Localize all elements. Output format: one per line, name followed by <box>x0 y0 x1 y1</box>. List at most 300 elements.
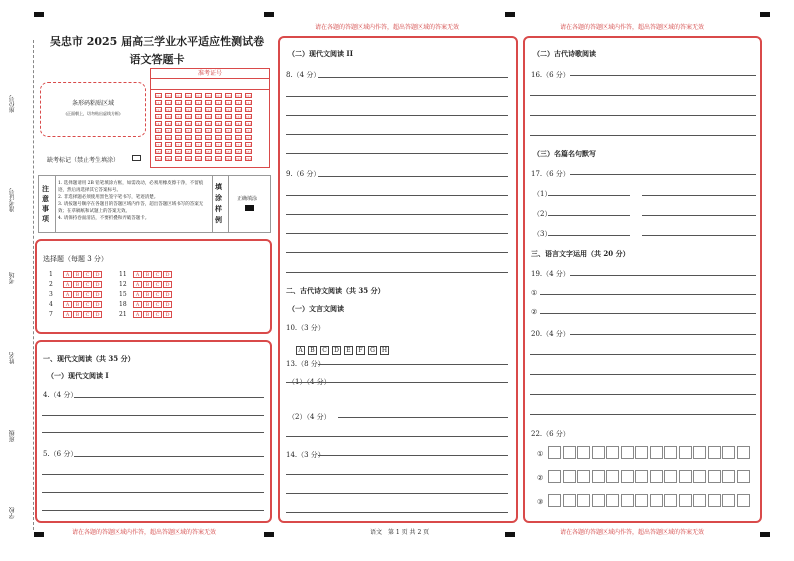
exam-digit-bubble[interactable]: [2] <box>206 108 211 112</box>
exam-digit-bubble[interactable]: [4] <box>166 122 171 126</box>
exam-digit-bubble[interactable]: [0] <box>216 94 221 98</box>
writing-grid-cell[interactable] <box>679 446 692 459</box>
exam-digit-bubble[interactable]: [6] <box>226 136 231 140</box>
choice-option-d[interactable]: D <box>93 301 102 308</box>
choice-number: 11 <box>119 271 127 278</box>
choice-row <box>119 280 173 290</box>
exam-digit-bubble[interactable]: [9] <box>216 157 221 161</box>
exam-digit-bubble[interactable]: [8] <box>246 150 251 154</box>
question-22: 22.（6 分） <box>531 430 570 438</box>
exam-digit-bubble[interactable]: [5] <box>156 129 161 133</box>
answer-line[interactable] <box>530 394 756 395</box>
answer-line[interactable] <box>286 233 508 234</box>
choice-option-b[interactable]: B <box>143 291 152 298</box>
answer-line[interactable] <box>318 77 508 78</box>
writing-grid-cell[interactable] <box>635 470 648 483</box>
q10-option-d[interactable]: D <box>332 346 341 355</box>
writing-grid-cell[interactable] <box>606 446 619 459</box>
answer-line[interactable] <box>318 455 508 456</box>
exam-digit-bubble[interactable]: [8] <box>196 150 201 154</box>
exam-digit-bubble[interactable]: [8] <box>186 150 191 154</box>
writing-grid-cell[interactable] <box>650 494 663 507</box>
writing-grid-cell[interactable] <box>635 446 648 459</box>
choice-option-a[interactable]: A <box>63 301 72 308</box>
page-subtitle: 语文答题卡 <box>129 53 185 66</box>
exam-digit-bubble[interactable]: [0] <box>236 94 241 98</box>
subsection-heading: （一）文言文阅读 <box>288 304 344 313</box>
exam-digit-bubble[interactable]: [2] <box>186 108 191 112</box>
exam-digit-bubble[interactable]: [2] <box>176 108 181 112</box>
question-20: 20.（4 分） <box>531 330 570 338</box>
answer-line[interactable] <box>318 364 508 365</box>
question-10: 10.（3 分） <box>286 324 325 332</box>
answer-line[interactable] <box>286 474 508 475</box>
choice-option-a[interactable]: A <box>133 281 142 288</box>
exam-digit-bubble[interactable]: [6] <box>206 136 211 140</box>
choice-option-d[interactable]: D <box>93 311 102 318</box>
exam-digit-bubble[interactable]: [3] <box>166 115 171 119</box>
choice-option-c[interactable]: C <box>83 311 92 318</box>
choice-option-d[interactable]: D <box>163 301 172 308</box>
registration-mark <box>505 532 515 537</box>
registration-mark <box>34 532 44 537</box>
exam-digit-bubble[interactable]: [9] <box>206 157 211 161</box>
writing-grid-cell[interactable] <box>592 494 605 507</box>
writing-grid-cell[interactable] <box>548 494 561 507</box>
exam-digit-bubble[interactable]: [2] <box>216 108 221 112</box>
answer-line[interactable] <box>42 492 264 493</box>
exam-digit-bubble[interactable]: [3] <box>226 115 231 119</box>
writing-grid-cell[interactable] <box>693 446 706 459</box>
answer-line[interactable] <box>318 176 508 177</box>
writing-grid-cell[interactable] <box>577 494 590 507</box>
exam-digit-bubble[interactable]: [3] <box>216 115 221 119</box>
choice-option-a[interactable]: A <box>133 291 142 298</box>
exam-digit-bubble[interactable]: [1] <box>236 101 241 105</box>
warning-text: 请在各题的答题区域内作答，超出答题区域的答案无效 <box>315 24 460 31</box>
answer-line[interactable] <box>530 374 756 375</box>
question-17-item: （3） <box>533 230 552 238</box>
exam-digit-bubble[interactable]: [7] <box>216 143 221 147</box>
exam-digit-bubble[interactable]: [7] <box>246 143 251 147</box>
choice-option-c[interactable]: C <box>153 311 162 318</box>
choice-option-d[interactable]: D <box>163 271 172 278</box>
writing-grid-cell[interactable] <box>737 446 750 459</box>
choice-option-d[interactable]: D <box>163 311 172 318</box>
notice-heading: 注意事项 <box>42 184 49 223</box>
exam-digit-bubble[interactable]: [2] <box>156 108 161 112</box>
side-label-name: 姓名 <box>9 352 16 364</box>
exam-digit-bubble[interactable]: [6] <box>176 136 181 140</box>
exam-digit-bubble[interactable]: [3] <box>246 115 251 119</box>
barcode-area <box>40 82 146 137</box>
exam-digit-bubble[interactable]: [6] <box>196 136 201 140</box>
exam-digit-bubble[interactable]: [9] <box>196 157 201 161</box>
side-label-school: 学校 <box>9 507 16 519</box>
writing-grid-cell[interactable] <box>737 494 750 507</box>
question-9: 9.（6 分） <box>286 170 321 178</box>
exam-digit-bubble[interactable]: [7] <box>226 143 231 147</box>
answer-line[interactable] <box>74 397 264 398</box>
writing-grid-cell[interactable] <box>577 470 590 483</box>
question-14: 14.（3 分） <box>286 451 325 459</box>
exam-digit-bubble[interactable]: [3] <box>236 115 241 119</box>
choice-option-b[interactable]: B <box>73 301 82 308</box>
exam-digit-bubble[interactable]: [5] <box>196 129 201 133</box>
writing-grid-cell[interactable] <box>664 494 677 507</box>
choice-number: 3 <box>49 291 53 298</box>
exam-digit-bubble[interactable]: [3] <box>196 115 201 119</box>
question-10-options[interactable] <box>296 337 392 356</box>
answer-line[interactable] <box>642 235 756 236</box>
choice-option-a[interactable]: A <box>63 311 72 318</box>
exam-digit-bubble[interactable]: [8] <box>176 150 181 154</box>
registration-mark <box>505 12 515 17</box>
choice-option-d[interactable]: D <box>93 281 102 288</box>
choice-number: 2 <box>49 281 53 288</box>
exam-digit-bubble[interactable]: [3] <box>176 115 181 119</box>
exam-digit-bubble[interactable]: [6] <box>186 136 191 140</box>
q10-option-a[interactable]: A <box>296 346 305 355</box>
answer-line[interactable] <box>286 134 508 135</box>
answer-line[interactable] <box>286 436 508 437</box>
answer-line[interactable] <box>570 334 756 335</box>
answer-line[interactable] <box>570 275 756 276</box>
choice-option-a[interactable]: A <box>133 301 142 308</box>
exam-digit-bubble[interactable]: [0] <box>246 94 251 98</box>
exam-digit-bubble[interactable]: [3] <box>186 115 191 119</box>
exam-digit-bubble[interactable]: [1] <box>176 101 181 105</box>
writing-grid-cell[interactable] <box>708 470 721 483</box>
choice-title: 选择题（每题 3 分） <box>43 255 108 263</box>
choice-option-c[interactable]: C <box>153 271 162 278</box>
choice-option-a[interactable]: A <box>133 271 142 278</box>
exam-digit-bubble[interactable]: [1] <box>246 101 251 105</box>
choice-option-b[interactable]: B <box>73 291 82 298</box>
writing-grid-cell[interactable] <box>722 446 735 459</box>
exam-digit-bubble[interactable]: [0] <box>166 94 171 98</box>
exam-digit-bubble[interactable]: [5] <box>176 129 181 133</box>
writing-grid-cell[interactable] <box>577 446 590 459</box>
answer-line[interactable] <box>530 95 756 96</box>
barcode-title: 条形码粘贴区域 <box>71 100 114 107</box>
answer-line[interactable] <box>570 174 756 175</box>
side-label-class: 班级 <box>9 430 16 442</box>
exam-digit-bubble[interactable]: [4] <box>216 122 221 126</box>
exam-digit-bubble[interactable]: [5] <box>186 129 191 133</box>
question-13-part1: （1）（4 分） <box>288 378 331 386</box>
question-17-item: （1） <box>533 190 552 198</box>
exam-digit-bubble[interactable]: [3] <box>156 115 161 119</box>
exam-digit-bubble[interactable]: [2] <box>236 108 241 112</box>
q10-option-g[interactable]: G <box>368 346 377 355</box>
subsection-heading: （二）古代诗歌阅读 <box>533 49 596 58</box>
exam-digit-bubble[interactable]: [2] <box>196 108 201 112</box>
exam-digit-bubble[interactable]: [8] <box>206 150 211 154</box>
exam-digit-bubble[interactable]: [1] <box>156 101 161 105</box>
answer-line[interactable] <box>286 214 508 215</box>
exam-digit-bubble[interactable]: [7] <box>166 143 171 147</box>
writing-grid-cell[interactable] <box>650 446 663 459</box>
exam-digit-bubble[interactable]: [4] <box>226 122 231 126</box>
choice-option-a[interactable]: A <box>63 291 72 298</box>
exam-digit-bubble[interactable]: [8] <box>216 150 221 154</box>
writing-grid-cell[interactable] <box>563 446 576 459</box>
answer-line[interactable] <box>286 272 508 273</box>
notice-box <box>38 175 271 233</box>
writing-grid-cell[interactable] <box>664 470 677 483</box>
subsection-heading: （二）现代文阅读 II <box>288 49 353 58</box>
choice-number: 1 <box>49 271 53 278</box>
answer-line[interactable] <box>642 195 756 196</box>
answer-line[interactable] <box>42 510 264 511</box>
exam-number-grid[interactable] <box>150 68 270 168</box>
exam-digit-bubble[interactable]: [9] <box>166 157 171 161</box>
exam-digit-bubble[interactable]: [6] <box>166 136 171 140</box>
exam-digit-bubble[interactable]: [9] <box>186 157 191 161</box>
exam-digit-bubble[interactable]: [8] <box>226 150 231 154</box>
exam-digit-bubble[interactable]: [7] <box>176 143 181 147</box>
exam-digit-bubble[interactable]: [0] <box>196 94 201 98</box>
side-label-exam-no: 准考证号 <box>9 188 16 212</box>
choice-option-c[interactable]: C <box>153 291 162 298</box>
writing-grid-cell[interactable] <box>621 446 634 459</box>
choice-option-c[interactable]: C <box>153 301 162 308</box>
writing-grid-cell[interactable] <box>708 446 721 459</box>
exam-digit-bubble[interactable]: [4] <box>236 122 241 126</box>
exam-digit-bubble[interactable]: [6] <box>236 136 241 140</box>
answer-line[interactable] <box>74 456 264 457</box>
choice-number: 21 <box>119 311 127 318</box>
choice-number: 18 <box>119 301 127 308</box>
choice-option-b[interactable]: B <box>73 281 82 288</box>
choice-option-a[interactable]: A <box>63 281 72 288</box>
exam-digit-bubble[interactable]: [3] <box>206 115 211 119</box>
writing-grid-cell[interactable] <box>679 494 692 507</box>
writing-grid-cell[interactable] <box>606 470 619 483</box>
writing-grid-cell[interactable] <box>563 470 576 483</box>
answer-line[interactable] <box>286 512 508 513</box>
q10-option-f[interactable]: F <box>356 346 365 355</box>
writing-grid-cell[interactable] <box>606 494 619 507</box>
choice-option-c[interactable]: C <box>83 291 92 298</box>
answer-line[interactable] <box>570 75 756 76</box>
exam-digit-bubble[interactable]: [1] <box>196 101 201 105</box>
exam-digit-bubble[interactable]: [5] <box>166 129 171 133</box>
column2-panel <box>278 36 518 523</box>
registration-mark <box>760 532 770 537</box>
exam-digit-bubble[interactable]: [6] <box>156 136 161 140</box>
writing-grid-cell[interactable] <box>679 470 692 483</box>
exam-digit-bubble[interactable]: [1] <box>186 101 191 105</box>
choice-row <box>49 270 103 280</box>
exam-digit-bubble[interactable]: [5] <box>246 129 251 133</box>
exam-digit-bubble[interactable]: [7] <box>236 143 241 147</box>
registration-mark <box>264 12 274 17</box>
missing-mark-box[interactable] <box>132 155 141 161</box>
q10-option-h[interactable]: H <box>381 347 388 354</box>
writing-grid-cell[interactable] <box>693 470 706 483</box>
page-title: 吴忠市 2025 届高三学业水平适应性测试卷 <box>49 35 265 48</box>
choice-option-c[interactable]: C <box>83 271 92 278</box>
correct-fill-sample <box>245 205 254 211</box>
choice-option-b[interactable]: B <box>143 301 152 308</box>
answer-line[interactable] <box>338 417 508 418</box>
writing-grid-cell[interactable] <box>563 494 576 507</box>
exam-digit-bubble[interactable]: [7] <box>196 143 201 147</box>
exam-digit-bubble[interactable]: [0] <box>176 94 181 98</box>
exam-digit-bubble[interactable]: [0] <box>226 94 231 98</box>
choice-option-c[interactable]: C <box>153 281 162 288</box>
answer-line[interactable] <box>286 153 508 154</box>
writing-grid-cell[interactable] <box>722 494 735 507</box>
choice-option-c[interactable]: C <box>83 281 92 288</box>
exam-digit-bubble[interactable]: [5] <box>206 129 211 133</box>
exam-digit-bubble[interactable]: [0] <box>186 94 191 98</box>
exam-digit-bubble[interactable]: [4] <box>186 122 191 126</box>
answer-line[interactable] <box>548 235 630 236</box>
exam-digit-bubble[interactable]: [0] <box>156 94 161 98</box>
choice-option-b[interactable]: B <box>143 311 152 318</box>
choice-option-d[interactable]: D <box>163 281 172 288</box>
choice-row <box>119 300 173 310</box>
answer-line[interactable] <box>548 215 630 216</box>
choice-option-d[interactable]: D <box>93 291 102 298</box>
exam-digit-bubble[interactable]: [9] <box>226 157 231 161</box>
answer-line[interactable] <box>642 215 756 216</box>
exam-digit-bubble[interactable]: [9] <box>236 157 241 161</box>
exam-digit-bubble[interactable]: [2] <box>226 108 231 112</box>
answer-line[interactable] <box>530 414 756 415</box>
exam-digit-bubble[interactable]: [9] <box>246 157 251 161</box>
writing-grid-cell[interactable] <box>592 446 605 459</box>
choice-option-a[interactable]: A <box>63 271 72 278</box>
exam-digit-bubble[interactable]: [1] <box>216 101 221 105</box>
exam-digit-bubble[interactable]: [4] <box>206 122 211 126</box>
exam-digit-bubble[interactable]: [5] <box>226 129 231 133</box>
exam-digit-bubble[interactable]: [4] <box>156 122 161 126</box>
writing-grid-cell[interactable] <box>621 494 634 507</box>
exam-digit-bubble[interactable]: [8] <box>156 150 161 154</box>
exam-digit-bubble[interactable]: [4] <box>176 122 181 126</box>
writing-grid-cell[interactable] <box>548 470 561 483</box>
choice-row <box>49 310 103 320</box>
exam-digit-bubble[interactable]: [4] <box>196 122 201 126</box>
question-19-item: ① <box>531 289 538 297</box>
q10-option-e[interactable]: E <box>344 346 353 355</box>
side-label-seat: 座位号 <box>9 95 16 113</box>
exam-digit-bubble[interactable]: [9] <box>176 157 181 161</box>
answer-line[interactable] <box>286 252 508 253</box>
exam-digit-bubble[interactable]: [9] <box>156 157 161 161</box>
choice-option-d[interactable]: D <box>93 271 102 278</box>
writing-grid-cell[interactable] <box>592 470 605 483</box>
exam-digit-bubble[interactable]: [1] <box>166 101 171 105</box>
answer-line[interactable] <box>286 195 508 196</box>
exam-digit-bubble[interactable]: [7] <box>156 143 161 147</box>
choice-option-b[interactable]: B <box>73 271 82 278</box>
choice-row <box>49 300 103 310</box>
notice-item: 2. 非选择题必须使用黑色签字笔书写，笔迹清楚。 <box>58 195 159 200</box>
writing-grid-cell[interactable] <box>722 470 735 483</box>
answer-line[interactable] <box>286 382 508 383</box>
choice-option-b[interactable]: B <box>143 281 152 288</box>
writing-grid-cell[interactable] <box>650 470 663 483</box>
notice-item: 3. 请按题号顺序在各题目的答题区域内作答，超出答题区域书写的答案无效；在草稿纸和试题上的答案无效。 <box>58 202 204 214</box>
choice-option-c[interactable]: C <box>83 301 92 308</box>
answer-line[interactable] <box>286 96 508 97</box>
section3-heading: 三、语言文字运用（共 20 分） <box>531 249 630 258</box>
question-8: 8.（4 分） <box>286 71 321 79</box>
q10-option-c[interactable]: C <box>320 346 329 355</box>
writing-grid-cell[interactable] <box>621 470 634 483</box>
choice-option-b[interactable]: B <box>143 271 152 278</box>
exam-digit-bubble[interactable]: [8] <box>236 150 241 154</box>
choice-number: 15 <box>119 291 127 298</box>
writing-grid-cell[interactable] <box>664 446 677 459</box>
exam-digit-bubble[interactable]: [4] <box>246 122 251 126</box>
answer-line[interactable] <box>530 354 756 355</box>
writing-grid-cell[interactable] <box>737 470 750 483</box>
answer-line[interactable] <box>530 135 756 136</box>
exam-digit-bubble[interactable]: [6] <box>216 136 221 140</box>
fill-sample-label: 填涂样例 <box>215 182 222 224</box>
writing-grid-cell[interactable] <box>708 494 721 507</box>
section2-heading: 二、古代诗文阅读（共 35 分） <box>286 286 385 295</box>
exam-digit-bubble[interactable]: [2] <box>246 108 251 112</box>
answer-line[interactable] <box>540 294 756 295</box>
writing-grid-cell[interactable] <box>548 446 561 459</box>
exam-digit-bubble[interactable]: [6] <box>246 136 251 140</box>
choice-option-a[interactable]: A <box>133 311 142 318</box>
answer-line[interactable] <box>548 195 630 196</box>
exam-digit-bubble[interactable]: [1] <box>206 101 211 105</box>
exam-digit-bubble[interactable]: [0] <box>206 94 211 98</box>
answer-line[interactable] <box>286 493 508 494</box>
exam-digit-bubble[interactable]: [7] <box>206 143 211 147</box>
answer-line[interactable] <box>42 474 264 475</box>
subsection-heading: （三）名篇名句默写 <box>533 149 596 158</box>
answer-line[interactable] <box>42 432 264 433</box>
answer-line[interactable] <box>286 115 508 116</box>
exam-digit-bubble[interactable]: [5] <box>216 129 221 133</box>
question-19-item: ② <box>531 308 538 316</box>
page-footer: 语文 第 1 页 共 2 页 <box>370 529 430 536</box>
writing-grid-cell[interactable] <box>693 494 706 507</box>
exam-digit-bubble[interactable]: [7] <box>186 143 191 147</box>
choice-row <box>119 290 173 300</box>
exam-number-label: 准考证号 <box>151 69 269 79</box>
question-22-item: ② <box>537 474 544 482</box>
question-13: 13.（8 分） <box>286 360 325 368</box>
registration-mark <box>760 12 770 17</box>
answer-line[interactable] <box>540 313 756 314</box>
answer-line[interactable] <box>42 415 264 416</box>
exam-digit-bubble[interactable]: [5] <box>236 129 241 133</box>
exam-digit-bubble[interactable]: [8] <box>166 150 171 154</box>
writing-grid-cell[interactable] <box>635 494 648 507</box>
answer-line[interactable] <box>530 115 756 116</box>
exam-digit-bubble[interactable]: [2] <box>166 108 171 112</box>
question-4: 4.（4 分） <box>43 391 78 399</box>
choice-row <box>49 280 103 290</box>
q10-option-b[interactable]: B <box>308 346 317 355</box>
choice-option-d[interactable]: D <box>163 291 172 298</box>
question-17-item: （2） <box>533 210 552 218</box>
choice-option-b[interactable]: B <box>73 311 82 318</box>
exam-digit-bubble[interactable]: [1] <box>226 101 231 105</box>
registration-mark <box>34 12 44 17</box>
